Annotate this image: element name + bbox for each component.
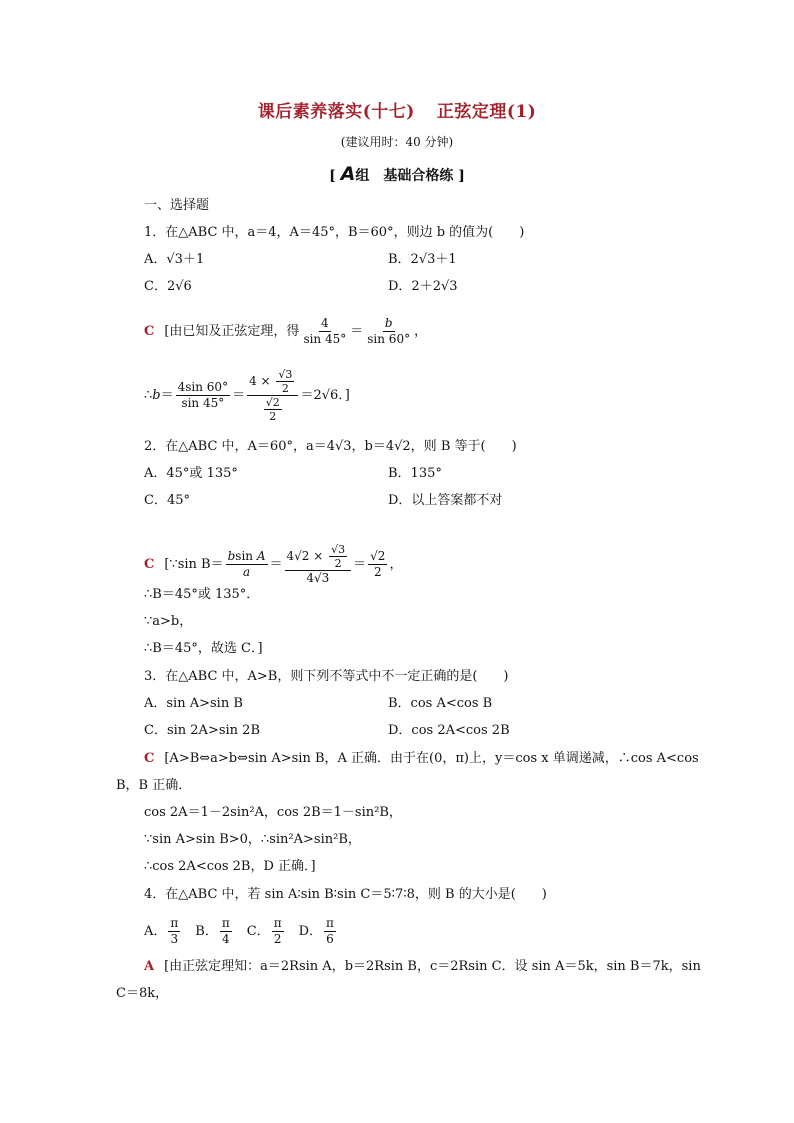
q3-answer: C — [144, 751, 155, 766]
q3-option-a: A．sin A>sin B — [144, 696, 243, 711]
q1-stem: 1．在△ABC 中，a＝4，A＝45°，B＝60°，则边 b 的值为( ) — [144, 225, 525, 240]
q4-options: A． $\frac{\pi}{3}$ B． $\frac{\pi}{4}$ C． $\frac{\pi}{2}$ D． $\frac{\pi}{6}$ — [144, 916, 334, 946]
q4-stem: 4．在△ABC 中，若 sin A∶sin B∶sin C＝5∶7∶8，则 B 的大小是( ) — [144, 887, 547, 902]
q4-answer: A — [144, 959, 155, 974]
q1-fraction: $\frac{4}{\sin 45^\circ}$ — [303, 316, 347, 346]
q1-option-c: C．2√6 — [144, 279, 192, 294]
q2-option-a: A．45°或 135° — [144, 466, 238, 481]
group-heading: [ A组 基础合格练 ] — [329, 163, 465, 185]
q3-solution-line3: cos 2A＝1－2sin²A，cos 2B＝1－sin²B， — [144, 805, 402, 820]
q4-solution-line1: A [由正弦定理知：a＝2Rsin A，b＝2Rsin B，c＝2Rsin C．设 sin A＝5k，sin B＝7k，sin — [144, 959, 701, 974]
q1-option-a: A．√3＋1 — [144, 252, 205, 267]
q1-answer: C — [144, 324, 155, 339]
section-heading: 一、选择题 — [144, 198, 210, 213]
q4-solution-line2: C＝8k， — [116, 986, 169, 1001]
q3-option-b: B．cos A<cos B — [388, 696, 493, 711]
q1-solution-line1: C [由已知及正弦定理，得 $\frac{4}{\sin 45^\circ}$ ＝ $\frac{b}{\sin 60^\circ}$ ， — [144, 316, 428, 346]
q3-solution-line2: B，B 正确． — [116, 778, 192, 793]
q3-solution-line4: ∵sin A>sin B>0，∴sin²A>sin²B， — [144, 832, 361, 847]
q1-solution-line2: ∴b＝ $\frac{4\sin 60^\circ}{\sin 45^\circ}$ ＝ 4 × $\frac{√3}{2}$ $\frac{√2}{2}$ ＝2√6．] — [144, 368, 350, 423]
suggested-time: (建议用时：40 分钟) — [340, 135, 454, 149]
q2-solution-line3: ∵a>b， — [144, 614, 193, 629]
q2-stem: 2．在△ABC 中，A＝60°，a＝4√3，b＝4√2，则 B 等于( ) — [144, 439, 517, 454]
q2-answer: C — [144, 557, 155, 572]
q3-option-c: C．sin 2A>sin 2B — [144, 723, 260, 738]
group-letter: A — [340, 163, 356, 185]
q2-solution-line4: ∴B＝45°，故选 C．] — [144, 641, 263, 656]
q3-option-d: D．cos 2A<cos 2B — [388, 723, 510, 738]
page-title — [0, 97, 794, 122]
title-part1: 课后素养落实(十七) — [257, 102, 415, 122]
q2-option-d: D．以上答案都不对 — [388, 493, 503, 508]
q1-option-d: D．2＋2√3 — [388, 279, 458, 294]
q2-option-c: C．45° — [144, 493, 190, 508]
title-part2: 正弦定理(1) — [436, 102, 537, 122]
q3-solution-line5: ∴cos 2A<cos 2B，D 正确．] — [144, 859, 316, 874]
q2-solution-line1: C [∵sin B＝ $\frac{\text{bsin A}}{a}$ ＝ 4√2 × $\frac{√3}{2}$ 4√3 ＝ $\frac{√2}{2}$ ， — [144, 543, 403, 585]
q3-stem: 3．在△ABC 中，A>B，则下列不等式中不一定正确的是( ) — [144, 669, 509, 684]
q3-solution-line1: C [A>B⇔a>b⇔sin A>sin B，A 正确．由于在(0，π)上，y＝cos x 单调递减，∴cos A<cos — [144, 751, 699, 766]
q2-option-b: B．135° — [388, 466, 442, 481]
q2-solution-line2: ∴B＝45°或 135°． — [144, 587, 260, 602]
q1-option-b: B．2√3＋1 — [388, 252, 457, 267]
